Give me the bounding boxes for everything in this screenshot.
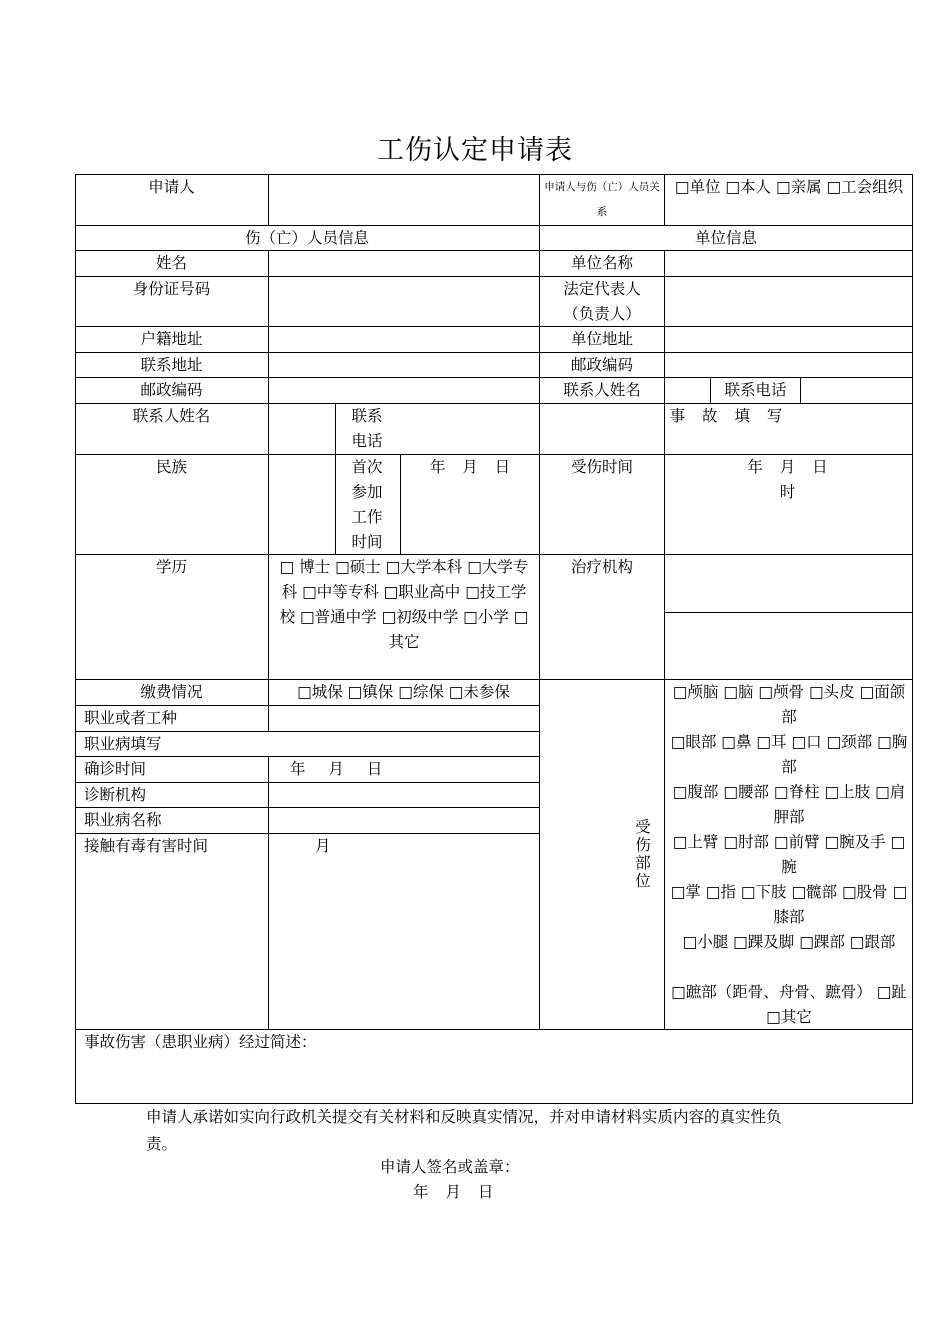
unit-name-label: 单位名称 bbox=[570, 254, 633, 272]
ethnicity-label: 民族 bbox=[155, 458, 187, 476]
exposure-unit: 月 bbox=[315, 837, 331, 855]
occupation-label: 职业或者工种 bbox=[84, 709, 178, 727]
education-options[interactable]: □ 博士 □硕士 □大学本科 □大学专科 □中等专科 □职业高中 □技工学校 □普通中学 □初级中学 □小学 □其它 bbox=[279, 558, 529, 651]
diagnosis-date: 年 月 日 bbox=[290, 760, 383, 778]
injury-part-option-group[interactable]: □颅脑 □脑 □颅骨 □头皮 □面颌部 bbox=[672, 683, 906, 726]
applicant-label: 申请人 bbox=[148, 178, 195, 196]
section-unit-info: 单位信息 bbox=[694, 229, 757, 247]
description-label: 事故伤害（患职业病）经过简述： bbox=[84, 1033, 317, 1051]
education-label: 学历 bbox=[155, 558, 187, 576]
id-number-label: 身份证号码 bbox=[132, 280, 211, 298]
signature-date: 年 月 日 bbox=[413, 1183, 494, 1201]
injury-part-label: 受伤部位 bbox=[635, 818, 651, 890]
injury-time-label: 受伤时间 bbox=[570, 458, 633, 476]
household-address-label: 户籍地址 bbox=[140, 330, 203, 348]
first-work-label: 首次参加工作时间 bbox=[351, 458, 383, 551]
injury-part-option-group[interactable]: □掌 □指 □下肢 □髋部 □股骨 □膝部 bbox=[670, 883, 908, 926]
person-contact-phone-label: 联系电话 bbox=[351, 407, 383, 450]
unit-address-label: 单位地址 bbox=[570, 330, 633, 348]
insurance-label: 缴费情况 bbox=[140, 683, 203, 701]
treatment-org-label: 治疗机构 bbox=[570, 558, 633, 576]
injury-part-options bbox=[670, 680, 908, 1030]
legal-rep-label: 法定代表人（负责人） bbox=[563, 280, 641, 323]
injury-time-format: 年 月 日 时 bbox=[747, 458, 828, 501]
commitment-text: 申请人承诺如实向行政机关提交有关材料和反映真实情况，并对申请材料实质内容的真实性负责。 bbox=[146, 1108, 782, 1153]
form-title: 工伤认定申请表 bbox=[377, 135, 573, 166]
injury-part-option-group[interactable]: □腹部 □腰部 □脊柱 □上肢 □肩胛部 bbox=[672, 783, 906, 826]
unit-contact-phone-label: 联系电话 bbox=[724, 381, 787, 399]
injury-part-option-group[interactable]: □小腿 □踝及脚 □踝部 □跟部 bbox=[682, 933, 896, 951]
section-accident-fill: 事 故 填 写 bbox=[669, 407, 783, 425]
exposure-time-label: 接触有毒有害时间 bbox=[84, 837, 209, 855]
injury-part-option-group[interactable]: □蹠部（距骨、舟骨、蹠骨） □趾 □其它 bbox=[671, 983, 907, 1026]
contact-address-label: 联系地址 bbox=[140, 356, 203, 374]
person-name-label: 姓名 bbox=[155, 254, 187, 272]
relation-options[interactable]: □单位 □本人 □亲属 □工会组织 bbox=[674, 178, 904, 196]
person-postal-code-label: 邮政编码 bbox=[140, 381, 203, 399]
relation-label: 申请人与伤（亡）人员关系 bbox=[544, 181, 660, 218]
diagnosis-org-label: 诊断机构 bbox=[84, 786, 147, 804]
insurance-options[interactable]: □城保 □镇保 □综保 □未参保 bbox=[297, 683, 510, 701]
unit-postal-code-label: 邮政编码 bbox=[570, 356, 633, 374]
diagnosis-time-label: 确诊时间 bbox=[84, 760, 147, 778]
signature-label: 申请人签名或盖章： bbox=[380, 1158, 520, 1176]
injury-part-option-group[interactable]: □上臂 □肘部 □前臂 □腕及手 □腕 bbox=[672, 833, 906, 876]
first-work-date: 年 月 日 bbox=[429, 458, 511, 476]
unit-contact-name-label: 联系人姓名 bbox=[563, 381, 641, 399]
section-person-info: 伤（亡）人员信息 bbox=[244, 229, 369, 247]
injury-part-option-group[interactable]: □眼部 □鼻 □耳 □口 □颈部 □胸部 bbox=[670, 733, 908, 776]
person-contact-name-label: 联系人姓名 bbox=[132, 407, 211, 425]
disease-name-label: 职业病名称 bbox=[84, 811, 162, 829]
section-disease-fill: 职业病填写 bbox=[84, 735, 162, 753]
